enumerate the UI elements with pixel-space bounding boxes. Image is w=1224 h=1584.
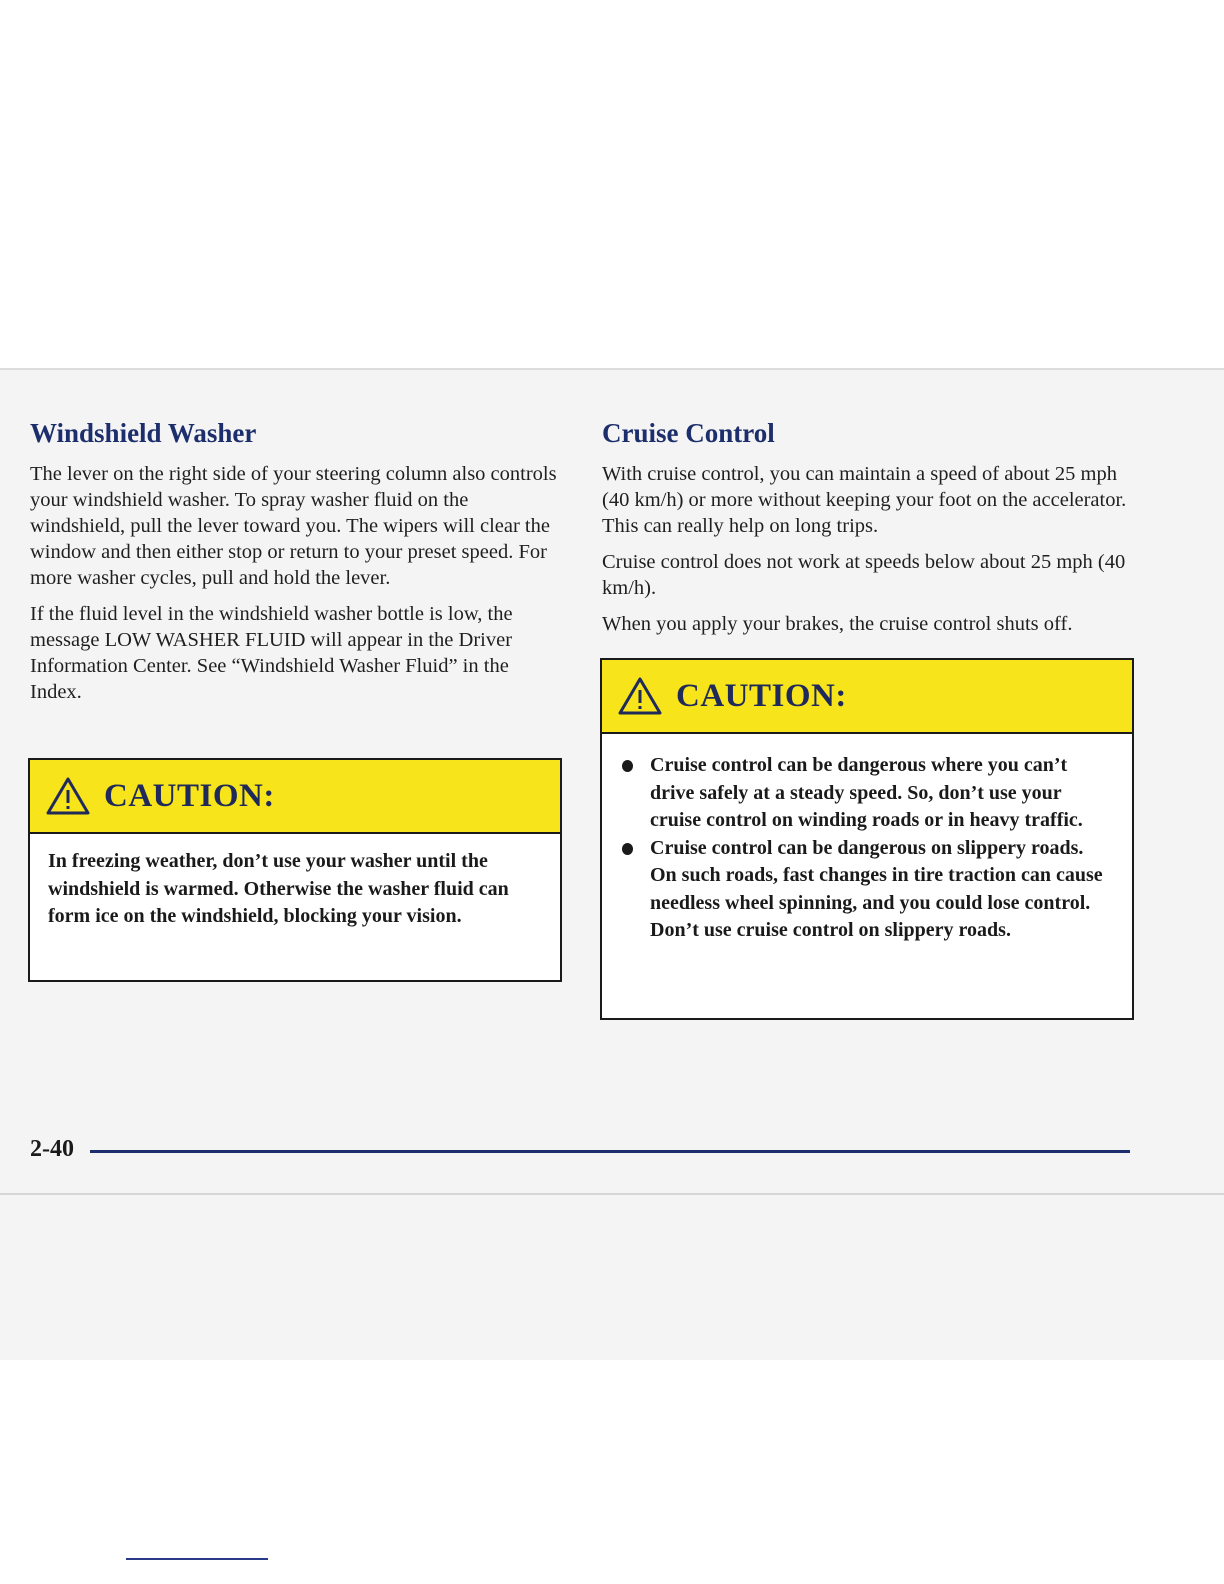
cruise-control-paragraph-3: When you apply your brakes, the cruise control shuts off. bbox=[602, 613, 1073, 635]
caution-bullet-item bbox=[620, 752, 1114, 835]
caution-header bbox=[30, 760, 560, 834]
page-divider bbox=[0, 1193, 1224, 1195]
windshield-washer-paragraph-2: If the fluid level in the windshield washer bottle is low, the message LOW WASHER FLUID will appear in the Driver Information Center. See “Windshield Washer Fluid” in the Index. bbox=[30, 603, 513, 703]
section-heading-windshield-washer: Windshield Washer bbox=[30, 418, 257, 448]
caution-bullet-text: Cruise control can be dangerous on slippery roads. On such roads, fast changes in tire traction can cause needless wheel spinning, and you could lose control. Don’t use cruise control on slippery roads. bbox=[650, 836, 1103, 941]
caution-text: In freezing weather, don’t use your washer until the windshield is warmed. Otherwise the washer fluid can form ice on the windshield, blocking your vision. bbox=[48, 850, 509, 927]
cruise-control-paragraph-1: With cruise control, you can maintain a speed of about 25 mph (40 km/h) or more without keeping your foot on the accelerator. This can really help on long trips. bbox=[602, 463, 1127, 537]
caution-title: CAUTION: bbox=[104, 777, 275, 814]
caution-bullet-list bbox=[620, 752, 1114, 945]
section-heading-cruise-control: Cruise Control bbox=[602, 418, 775, 448]
caution-title: CAUTION: bbox=[676, 677, 847, 714]
caution-header bbox=[602, 660, 1132, 734]
caution-box-cruise bbox=[600, 658, 1134, 1020]
bullet-icon bbox=[622, 843, 633, 855]
windshield-washer-paragraph-1: The lever on the right side of your steering column also controls your windshield washer. To spray washer fluid on the windshield, pull the lever toward you. The wipers will clear the window and then either stop or return to your preset speed. For more washer cycles, pull and hold the lever. bbox=[30, 463, 557, 589]
footer-rule bbox=[90, 1150, 1130, 1153]
cruise-control-paragraph-2: Cruise control does not work at speeds below about 25 mph (40 km/h). bbox=[602, 551, 1126, 599]
left-column bbox=[30, 418, 560, 715]
bullet-icon bbox=[622, 760, 633, 772]
warning-triangle-icon bbox=[46, 776, 90, 816]
caution-box-washer bbox=[28, 758, 562, 982]
right-column bbox=[602, 418, 1132, 647]
caution-bullet-item bbox=[620, 835, 1114, 945]
warning-triangle-icon bbox=[618, 676, 662, 716]
caution-bullet-text: Cruise control can be dangerous where you can’t drive safely at a steady speed. So, don’t use your cruise control on winding roads or in heavy traffic. bbox=[650, 754, 1083, 831]
caution-text bbox=[602, 734, 1132, 963]
page-number: 2-40 bbox=[30, 1136, 74, 1162]
bottom-link-rule bbox=[126, 1558, 268, 1560]
